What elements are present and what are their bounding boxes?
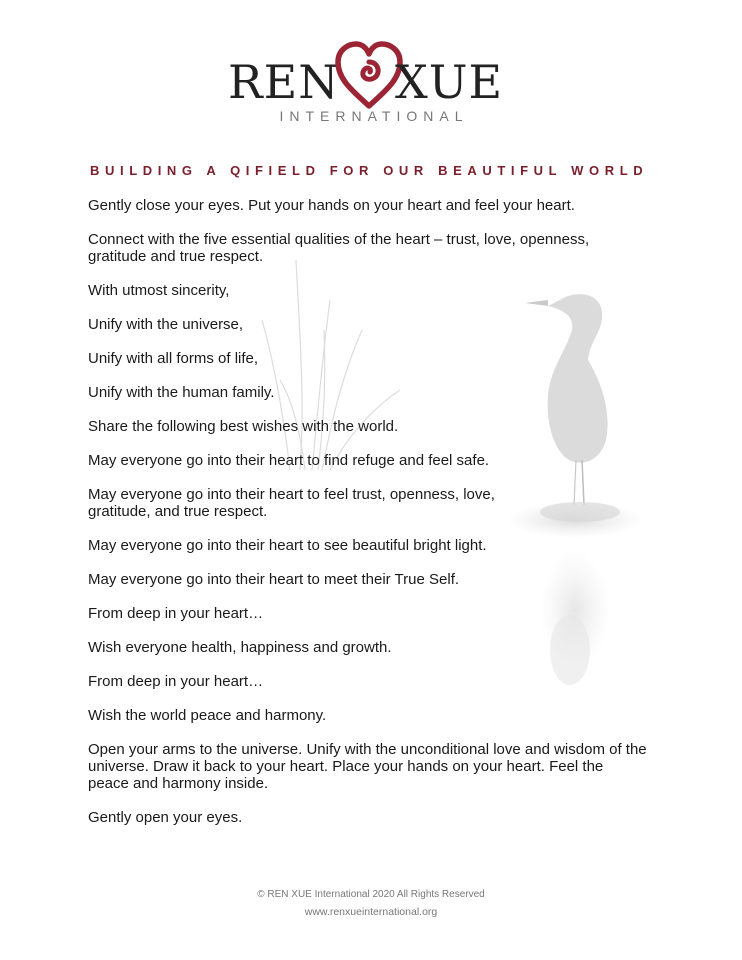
- paragraph: Wish the world peace and harmony.: [88, 707, 327, 724]
- paragraph: Unify with the human family.: [88, 384, 275, 401]
- paragraph: With utmost sincerity,: [88, 282, 230, 299]
- paragraph: From deep in your heart…: [88, 605, 264, 622]
- logo-subtitle: INTERNATIONAL: [279, 108, 469, 124]
- paragraph: Gently close your eyes. Put your hands on your heart and feel your heart.: [88, 197, 575, 214]
- paragraph: Gently open your eyes.: [88, 809, 243, 826]
- ren-xue-logo: [0, 40, 742, 130]
- paragraph: May everyone go into their heart to see beautiful bright light.: [88, 537, 487, 554]
- footer-website-link[interactable]: www.renxueinternational.org: [304, 906, 438, 918]
- paragraph: Open your arms to the universe. Unify with the unconditional love and wisdom of the universe. Draw it back to your heart. Place your hands on your heart. Feel the peace and harmony inside.: [88, 741, 647, 792]
- paragraph: From deep in your heart…: [88, 673, 264, 690]
- paragraph: Share the following best wishes with the world.: [88, 418, 399, 435]
- logo-word-ren: REN: [228, 55, 340, 109]
- page-title: BUILDING A QIFIELD FOR OUR BEAUTIFUL WORLD: [90, 163, 649, 178]
- meditation-text: [88, 197, 648, 843]
- paragraph: May everyone go into their heart to find refuge and feel safe.: [88, 452, 490, 469]
- logo-word-xue: XUE: [395, 55, 504, 109]
- paragraph: Connect with the five essential qualities of the heart – trust, love, openness, gratitude and true respect.: [88, 231, 590, 265]
- paragraph: Unify with all forms of life,: [88, 350, 259, 367]
- footer-copyright: © REN XUE International 2020 All Rights Reserved: [257, 889, 485, 900]
- paragraph: Wish everyone health, happiness and growth.: [88, 639, 392, 656]
- paragraph: May everyone go into their heart to meet their True Self.: [88, 571, 460, 588]
- spiral-heart-icon: [334, 40, 404, 110]
- paragraph: Unify with the universe,: [88, 316, 244, 333]
- paragraph: May everyone go into their heart to feel trust, openness, love, gratitude, and true respect.: [88, 486, 495, 520]
